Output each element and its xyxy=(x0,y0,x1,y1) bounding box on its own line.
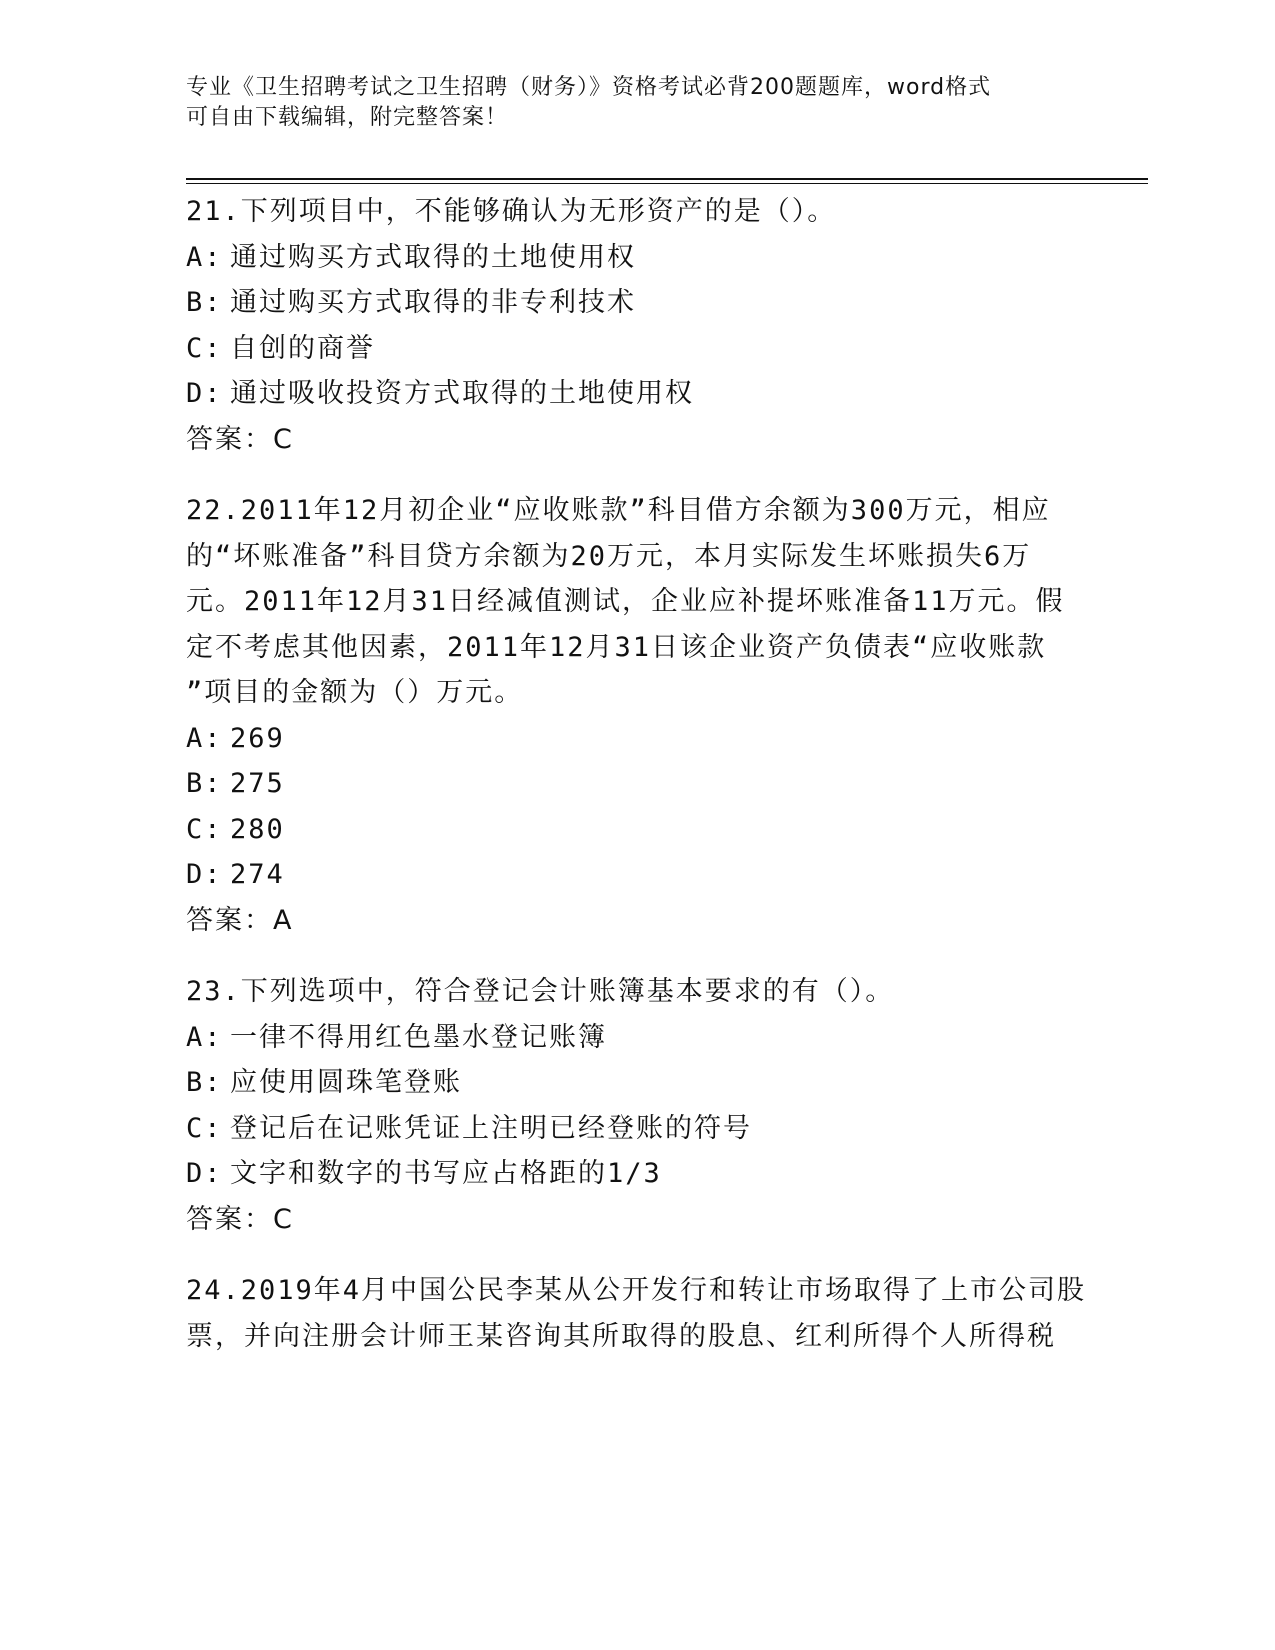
answer-line: 答案：A xyxy=(186,904,294,936)
option-text: 一律不得用红色墨水登记账簿 xyxy=(230,1021,607,1053)
question-stem xyxy=(186,1268,1086,1359)
question-23 xyxy=(186,969,1086,1242)
option-key: D: xyxy=(186,378,223,409)
option-a xyxy=(186,235,1086,281)
question-22 xyxy=(186,488,1086,943)
stem-line: 24.2019年4月中国公民李某从公开发行和转让市场取得了上市公司股 xyxy=(186,1275,1087,1306)
option-text: 274 xyxy=(230,859,285,890)
stem-line: 22.2011年12月初企业“应收账款”科目借方余额为300万元，相应 xyxy=(186,495,1051,526)
option-key: D: xyxy=(186,859,223,890)
answer-line: 答案：C xyxy=(186,423,294,455)
header-line-2: 可自由下载编辑，附完整答案！ xyxy=(186,105,509,130)
stem-line: 元。2011年12月31日经减值测试，企业应补提坏账准备11万元。假 xyxy=(186,586,1065,617)
stem-line: 定不考虑其他因素，2011年12月31日该企业资产负债表“应收账款 xyxy=(186,631,1047,663)
stem-line: 21.下列项目中，不能够确认为无形资产的是（）。 xyxy=(186,196,837,227)
option-text: 通过购买方式取得的非专利技术 xyxy=(230,287,636,318)
option-d xyxy=(186,371,1086,417)
option-key: D: xyxy=(186,1158,223,1189)
option-key: A: xyxy=(186,1021,223,1053)
answer-line: 答案：C xyxy=(186,1203,294,1235)
header-divider-thick xyxy=(186,178,1148,180)
stem-line: ”项目的金额为（）万元。 xyxy=(186,677,524,708)
option-key: C: xyxy=(186,332,223,364)
option-key: B: xyxy=(186,768,223,799)
option-b xyxy=(186,1060,1086,1106)
header-line-1: 专业《卫生招聘考试之卫生招聘（财务）》资格考试必背200题题库，word格式 xyxy=(186,75,992,100)
option-key: A: xyxy=(186,722,223,754)
option-text: 通过吸收投资方式取得的土地使用权 xyxy=(230,378,694,409)
option-b xyxy=(186,761,1086,807)
question-stem xyxy=(186,488,1086,716)
stem-line: 23.下列选项中，符合登记会计账簿基本要求的有（）。 xyxy=(186,976,895,1007)
option-a xyxy=(186,716,1086,762)
option-text: 自创的商誉 xyxy=(230,332,375,364)
option-c xyxy=(186,326,1086,372)
question-24 xyxy=(186,1268,1086,1359)
option-text: 登记后在记账凭证上注明已经登账的符号 xyxy=(230,1112,752,1144)
option-text: 应使用圆珠笔登账 xyxy=(230,1067,462,1098)
option-text: 280 xyxy=(230,813,285,845)
option-text: 通过购买方式取得的土地使用权 xyxy=(230,241,636,273)
question-stem xyxy=(186,189,1086,235)
option-d xyxy=(186,852,1086,898)
option-key: C: xyxy=(186,1112,223,1144)
option-c xyxy=(186,807,1086,853)
option-b xyxy=(186,280,1086,326)
stem-line: 票，并向注册会计师王某咨询其所取得的股息、红利所得个人所得税 xyxy=(186,1320,1056,1352)
header-divider-thin xyxy=(186,183,1148,184)
option-key: B: xyxy=(186,1067,223,1098)
question-stem xyxy=(186,969,1086,1015)
option-key: A: xyxy=(186,241,223,273)
option-a xyxy=(186,1015,1086,1061)
option-text: 269 xyxy=(230,722,285,754)
document-header xyxy=(186,73,1086,133)
option-key: B: xyxy=(186,287,223,318)
option-c xyxy=(186,1106,1086,1152)
option-key: C: xyxy=(186,813,223,845)
option-d xyxy=(186,1151,1086,1197)
question-list xyxy=(186,189,1086,1385)
option-text: 275 xyxy=(230,768,285,799)
question-21 xyxy=(186,189,1086,462)
stem-line: 的“坏账准备”科目贷方余额为20万元，本月实际发生坏账损失6万 xyxy=(186,540,1032,572)
option-text: 文字和数字的书写应占格距的1/3 xyxy=(230,1158,662,1189)
